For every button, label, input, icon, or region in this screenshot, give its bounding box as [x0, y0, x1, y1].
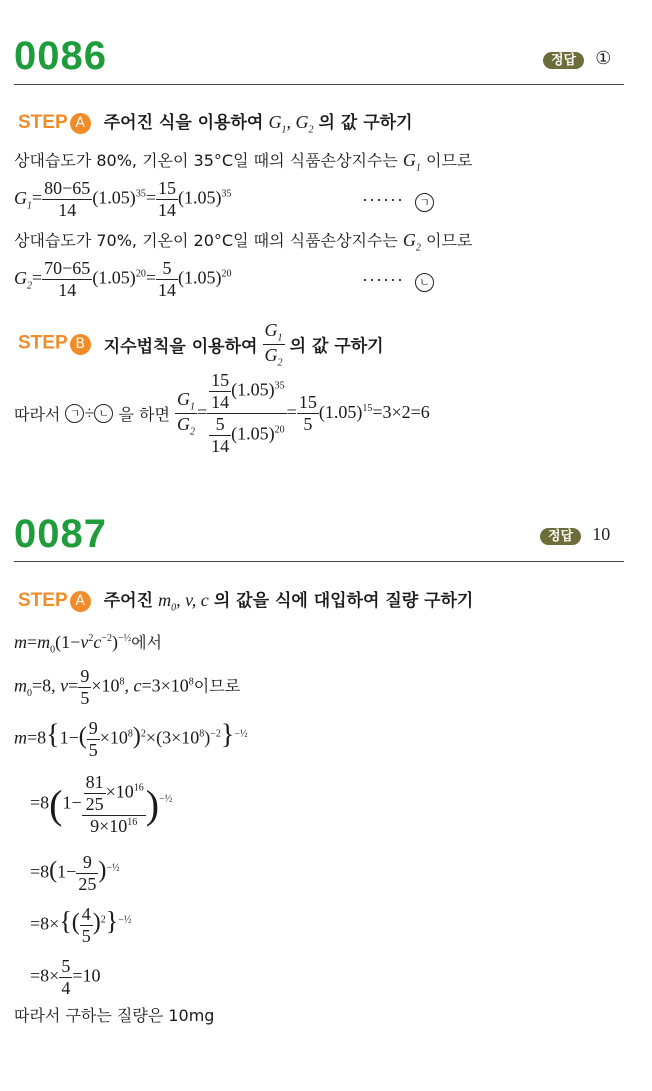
formula-line: $m=m_0(1-v^2c^{-2})^{-\frac{1}{2}}$에서 [14, 632, 163, 656]
text-line-2 [14, 228, 472, 254]
calc-step-5: =8× $\frac{5}{4}$ =10 [30, 956, 101, 998]
frac-bottom: 14 [211, 392, 230, 412]
step-letter-icon: B [70, 334, 91, 355]
divider [14, 561, 624, 562]
base: (1.05) [318, 401, 363, 422]
frac-bottom: 14 [211, 436, 230, 456]
text: 에서 [131, 635, 163, 652]
frac-top: 70−65 [44, 258, 91, 278]
text: 이므로 [193, 678, 241, 696]
final-line: 따라서 ㄱ ÷ ㄴ 을 하면 $\frac{G_1}{G_2}$ = $\frac{15}{14}$ $(1.05)^{35}$ $\frac{5}{14}$ $(1.05)^{20}$ = $\frac{15}{5}$ $(1.05)^{15}=3\times 2=6$ [14, 370, 430, 456]
base: (1.05) [177, 187, 222, 208]
step-title-end: 의 값 구하기 [289, 336, 384, 357]
calc-step-1: m=8{1−( $\frac{9}{5}$ $\times 10^8)^2\times(3\times 10^8)^{-2}\}^{-\frac{1}{2}}$ [14, 718, 248, 760]
equation-2: $G_2=$ $\frac{70-65}{14}$ $(1.05)^{20}=$ $\frac{5}{14}$ $(1.05)^{20}$ [14, 258, 232, 300]
step-title: 주어진 [103, 591, 153, 611]
frac-top: 80−65 [44, 178, 91, 198]
math-g1: $G_1$ [402, 150, 421, 174]
text-line-1 [14, 148, 472, 174]
math-g2: $G_2$ [402, 230, 421, 254]
base: (1.05) [231, 379, 275, 400]
circled-mark-icon: ㄱ [415, 193, 434, 212]
calc-step-2: =8(1− $\frac{81}{25}$ $\times 10^{16}$ $9\times 10^{16}$ )$^{-\frac{1}{2}}$ [30, 772, 173, 836]
calc-step-4: =8×{( $\frac{4}{5}$ )$^2$}$^{-\frac{1}{2}}$ [30, 904, 132, 946]
problem-number: 0086 [14, 34, 107, 78]
frac-bottom: 14 [157, 280, 176, 300]
frac-g1-g2: $\frac{G_1}{G_2}$ [264, 320, 283, 369]
exp: 20 [274, 424, 285, 436]
circled-mark-icon: ㄴ [415, 273, 434, 292]
problem-number: 0087 [14, 512, 107, 556]
step-label: STEP [18, 112, 68, 133]
frac-top: 15 [298, 392, 317, 412]
answer-value: ① [595, 48, 612, 68]
frac-top: 5 [209, 414, 231, 436]
base: (1.05) [92, 267, 136, 288]
frac-top: 15 [211, 370, 230, 390]
text: 따라서 [14, 405, 61, 424]
divider [14, 84, 624, 85]
exp: 20 [135, 268, 146, 280]
frac-bottom: 14 [157, 200, 176, 220]
math-g1g2: $G_1$, $G_2$ [268, 112, 314, 136]
circled-mark-icon: ㄱ [65, 404, 84, 423]
dots: ······ [362, 270, 404, 290]
answer-area [543, 48, 611, 69]
base: (1.05) [177, 267, 222, 288]
step-label: STEP [18, 590, 68, 611]
step-label: STEP [18, 332, 68, 354]
text: 을 하면 [118, 405, 170, 424]
answer-area [540, 524, 610, 545]
step-letter-icon: A [70, 113, 91, 134]
line1-end: 이므로 [426, 151, 473, 170]
line2-text: 상대습도가 70%, 기온이 20°C일 때의 식품손상지수는 [14, 231, 398, 250]
circled-mark-icon: ㄴ [94, 404, 113, 423]
step-letter-icon: A [70, 591, 91, 612]
exp: 35 [135, 188, 146, 200]
exp: 35 [274, 380, 285, 392]
calc-step-3: =8(1− $\frac{9}{25}$ )$^{-\frac{1}{2}}$ [30, 852, 120, 894]
conclusion: 따라서 구하는 질량은 10mg [14, 1006, 215, 1025]
step-title: 지수법칙을 이용하여 [103, 336, 258, 357]
math-vars: $m_0$, v, c [158, 590, 209, 614]
eq2-mark [362, 270, 434, 292]
answer-value: 10 [592, 524, 611, 544]
equation-1: $G_1=$ $\frac{80-65}{14}$ $(1.05)^{35}=$ $\frac{15}{14}$ $(1.05)^{35}$ [14, 178, 232, 220]
eq1-mark [362, 190, 434, 212]
values-line: $m_0=8$, v= $\frac{9}{5}$ $\times 10^8$, $c=3\times 10^8$이므로 [14, 666, 241, 708]
step-title-end: 의 값 구하기 [318, 113, 413, 133]
base: (1.05) [92, 187, 136, 208]
dots: ······ [362, 190, 404, 210]
frac-top: 15 [157, 178, 176, 198]
step-b-heading [18, 320, 384, 368]
answer-badge: 정답 [540, 528, 581, 545]
exp: 15 [362, 402, 373, 414]
frac-bottom: 14 [58, 280, 77, 300]
result: =3×2=6 [372, 401, 430, 422]
base: (1.05) [231, 423, 275, 444]
frac-bottom: 14 [58, 200, 77, 220]
step-title-end: 의 값을 식에 대입하여 질량 구하기 [213, 591, 474, 611]
frac-bottom: 5 [303, 414, 313, 434]
line2-end: 이므로 [426, 231, 473, 250]
step-title: 주어진 식을 이용하여 [103, 113, 264, 133]
exp: 35 [221, 188, 232, 200]
frac-top: 5 [156, 258, 178, 280]
step-a-heading [18, 586, 473, 614]
step-a-heading [18, 108, 413, 136]
line1-text: 상대습도가 80%, 기온이 35°C일 때의 식품손상지수는 [14, 151, 398, 170]
answer-badge: 정답 [543, 52, 584, 69]
exp: 20 [221, 268, 232, 280]
final-equation: $\frac{G_1}{G_2}$ = $\frac{15}{14}$ $(1.05)^{35}$ $\frac{5}{14}$ $(1.05)^{20}$ = $\frac{15}{5}$ $(1.05)^{15}=3\times 2=6$ [177, 370, 430, 456]
